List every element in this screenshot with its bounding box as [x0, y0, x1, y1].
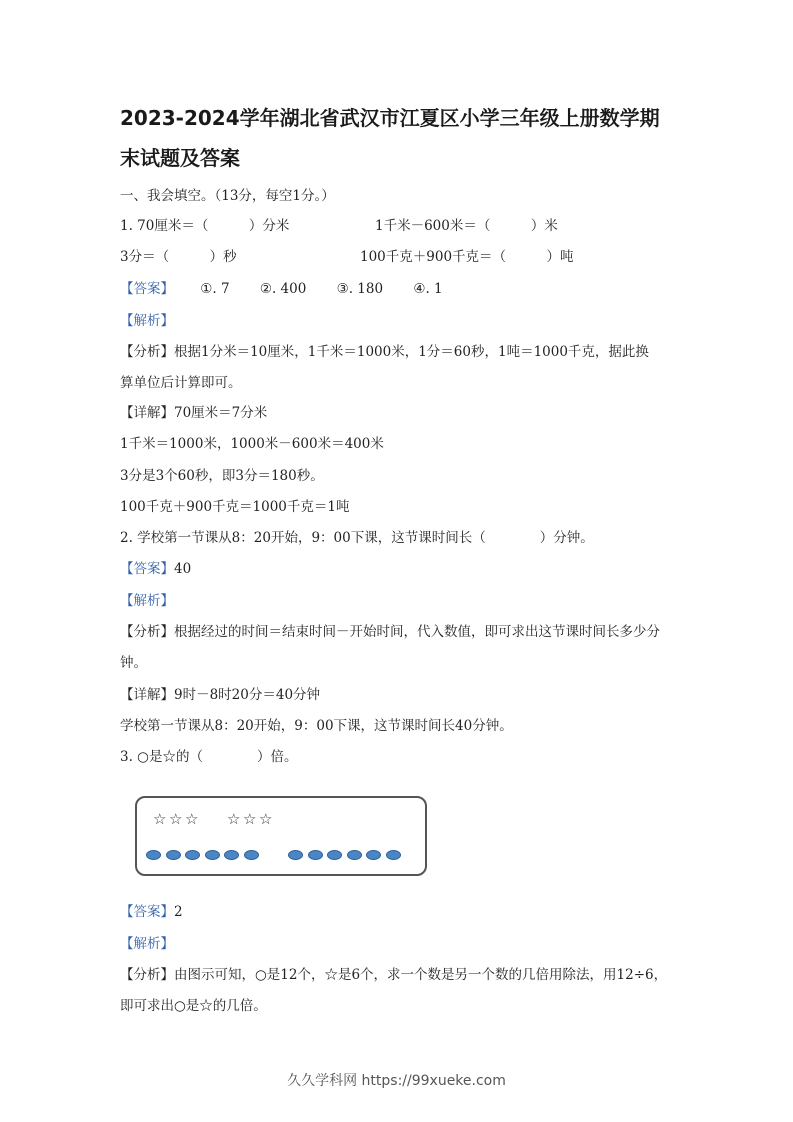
q1-fenxi-text1: 根据1分米＝10厘米，1千米＝1000米，1分＝60秒，1吨＝1000千克，据此换: [174, 344, 649, 360]
circle-icon: [205, 850, 220, 860]
q1-detail-text1: 70厘米＝7分米: [174, 405, 268, 421]
fenxi-tag: 【分析】: [120, 344, 174, 360]
answer-tag: 【答案】: [120, 281, 174, 297]
q2-fenxi-text1: 根据经过的时间＝结束时间－开始时间，代入数值，即可求出这节课时间长多少分: [174, 624, 660, 640]
detail-tag: 【详解】: [120, 687, 174, 703]
stars-circles-figure: [135, 796, 427, 876]
q1-fenxi-line1: [120, 342, 649, 362]
detail-tag: 【详解】: [120, 405, 174, 421]
circle-icon: [386, 850, 401, 860]
q1-answer-2: ②. 400: [259, 281, 307, 297]
q1-detail-line1: [120, 403, 267, 423]
q1-answer-1: ①. 7: [200, 281, 230, 297]
q3-fenxi-line1: [120, 965, 667, 985]
q1-answer-3: ③. 180: [336, 281, 384, 297]
circle-icon: [146, 850, 161, 860]
q1-item-c: 3分＝（ ）秒: [120, 249, 237, 265]
q3-fenxi-text1: 由图示可知，○是12个，☆是6个，求一个数是另一个数的几倍用除法，用12÷6，: [174, 967, 668, 983]
q3-fenxi-line2: 即可求出○是☆的几倍。: [120, 998, 267, 1014]
star-icon: ☆: [169, 810, 183, 828]
q1-detail-line2: 1千米＝1000米，1000米－600米＝400米: [120, 436, 384, 452]
circle-icon: [166, 850, 181, 860]
star-icon: ☆: [259, 810, 273, 828]
q1-answer-row: [120, 279, 469, 299]
q1-item-b: 1千米－600米＝（ ）米: [375, 218, 558, 234]
q1-item-d: 100千克＋900千克＝（ ）吨: [360, 249, 574, 265]
q2-detail-line2: 学校第一节课从8：20开始，9：00下课，这节课时间长40分钟。: [120, 718, 513, 734]
q1-item-a: 1. 70厘米＝（ ）分米: [120, 218, 290, 234]
answer-tag: 【答案】: [120, 561, 174, 577]
star-icon: ☆: [185, 810, 199, 828]
star-icon: ☆: [153, 810, 167, 828]
q3-analysis-tag: 【解析】: [120, 936, 174, 952]
circle-icon: [347, 850, 362, 860]
q2-answer: 40: [174, 561, 192, 577]
q3-answer-row: [120, 902, 183, 922]
q2-fenxi-line2: 钟。: [120, 655, 147, 671]
q2-detail-text1: 9时－8时20分＝40分钟: [174, 687, 321, 703]
circle-icon: [244, 850, 259, 860]
star-icon: ☆: [243, 810, 257, 828]
star-icon: ☆: [227, 810, 241, 828]
circle-icon: [308, 850, 323, 860]
section-heading: 一、我会填空。（13分，每空1分。）: [120, 188, 335, 204]
q2-fenxi-line1: [120, 622, 660, 642]
circle-icon: [366, 850, 381, 860]
footer-watermark: 久久学科网 https://99xueke.com: [287, 1073, 506, 1089]
circle-icon: [288, 850, 303, 860]
page-title-line1: 2023-2024学年湖北省武汉市江夏区小学三年级上册数学期: [120, 106, 660, 130]
circle-icon: [327, 850, 342, 860]
q2-detail-line1: [120, 685, 320, 705]
q1-fenxi-line2: 算单位后计算即可。: [120, 375, 242, 391]
fenxi-tag: 【分析】: [120, 624, 174, 640]
circle-icon: [224, 850, 239, 860]
q3-answer: 2: [174, 904, 183, 920]
q2-answer-row: [120, 559, 191, 579]
answer-tag: 【答案】: [120, 904, 174, 920]
fenxi-tag: 【分析】: [120, 967, 174, 983]
q2-question: 2. 学校第一节课从8：20开始，9：00下课，这节课时间长（ ）分钟。: [120, 530, 594, 546]
page-title-line2: 末试题及答案: [120, 146, 240, 170]
q1-detail-line4: 100千克＋900千克＝1000千克＝1吨: [120, 499, 350, 515]
q1-detail-line3: 3分是3个60秒，即3分＝180秒。: [120, 468, 324, 484]
circle-icon: [185, 850, 200, 860]
q1-answer-4: ④. 1: [413, 281, 443, 297]
q1-analysis-tag: 【解析】: [120, 313, 174, 329]
q2-analysis-tag: 【解析】: [120, 593, 174, 609]
q3-question: 3. ○是☆的（ ）倍。: [120, 749, 298, 765]
